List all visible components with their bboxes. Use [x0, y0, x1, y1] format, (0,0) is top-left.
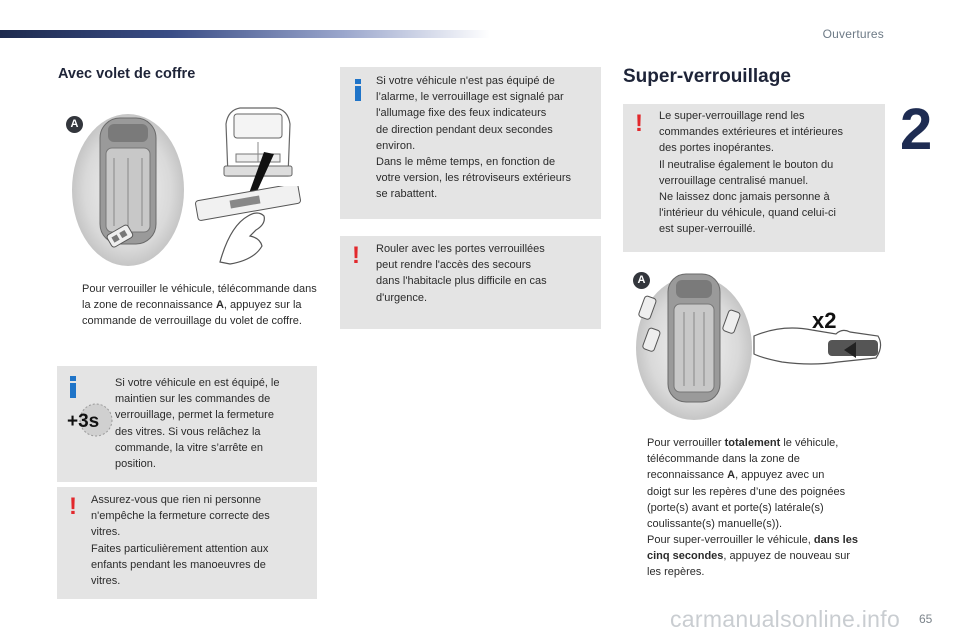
text-line: commandes extérieures et intérieures: [659, 126, 844, 139]
text-line: Assurez-vous que rien ni personne: [91, 494, 261, 506]
bullet-text-start: Pour super-verrouiller le véhicule,: [647, 534, 814, 546]
text-line: se rabattent.: [376, 188, 438, 201]
text-line: de direction pendant deux secondes: [376, 123, 553, 136]
van-deadlock-zone-illustration: [628, 268, 758, 423]
text-line: Ne laissez donc jamais personne à: [659, 191, 830, 204]
text-line: Dans le même temps, en fonction de: [376, 156, 556, 169]
info-icon: [352, 79, 364, 101]
bullet-text-after: , appuyez de nouveau sur: [723, 550, 851, 563]
heading-avec-volet-de-coffre: Avec volet de coffre: [58, 66, 196, 82]
text-line: environ.: [376, 139, 416, 152]
text-line: commande, la vitre s’arrête en: [115, 441, 263, 454]
warning-icon: !: [69, 493, 77, 520]
bullet-text-after: , appuyez avec un: [735, 469, 825, 482]
page-number: 65: [919, 612, 933, 626]
text-line: les repères.: [647, 566, 705, 579]
bullet-text-after: le véhicule,: [780, 437, 839, 449]
info-box-no-alarm: [340, 67, 601, 219]
bullet-text-start: Pour verrouiller le véhicule, télécommande dans la zone de reconnaissance: [82, 283, 317, 312]
text-line: (porte(s) avant et porte(s) latérale(s): [647, 501, 824, 514]
section-title: Ouvertures: [822, 27, 884, 41]
warning-box-windows-text: [91, 492, 313, 589]
warning-icon: !: [635, 110, 643, 137]
text-line: enfants pendant les manoeuvres de: [91, 558, 266, 571]
text-line: l'intérieur du véhicule, quand celui-ci: [659, 207, 836, 220]
info-box-windows-text: [115, 375, 311, 472]
text-line: Si votre véhicule en est équipé, le: [115, 377, 280, 389]
bullet-text-bold: dans les: [813, 534, 858, 546]
text-line: des portes inopérantes.: [659, 142, 774, 155]
text-line: des vitres. Si vous relâchez la: [115, 425, 261, 438]
text-line: télécommande dans la zone de: [647, 453, 800, 466]
label-a-circle: A: [66, 116, 83, 133]
text-line: Faites particulièrement attention aux: [91, 542, 269, 555]
text-line: est super-verrouillé.: [659, 223, 756, 236]
warning-box-locked-doors: [340, 236, 601, 329]
info-icon: [67, 376, 79, 398]
hand-x2-illustration: [752, 306, 887, 376]
bullet-text-start: reconnaissance: [647, 469, 728, 482]
text-line: coulissante(s) manuelle(s)).: [647, 518, 783, 531]
warning-box-windows: [57, 487, 317, 599]
text-line: d'urgence.: [376, 291, 428, 304]
text-line: Rouler avec les portes verrouillées: [376, 243, 545, 255]
bullet-text-start: Pour verrouiller: [647, 437, 725, 449]
text-line: l'allumage fixe des feux indicateurs: [376, 107, 547, 120]
plus-3s-text: +3s: [67, 411, 100, 432]
bullet-text-end: , appuyez sur la commande de verrouillage du volet de coffre.: [82, 299, 302, 328]
bullet-lock-totally: [623, 435, 893, 533]
bullet-lock-tailgate: [58, 281, 328, 347]
chapter-number: 2: [900, 97, 933, 162]
van-zone-illustration: [60, 108, 190, 268]
text-line: position.: [115, 458, 156, 471]
text-line: Si votre véhicule n'est pas équipé de: [376, 75, 555, 87]
plus-3s-icon: [63, 402, 117, 438]
text-line: verrouillage centralisé manuel.: [659, 174, 809, 187]
warning-box-deadlocking-text: [659, 108, 881, 238]
bullet-text-bold: totalement: [724, 437, 781, 449]
bullet-text-bold: A: [727, 469, 736, 482]
bullet-super-lock: [623, 532, 893, 582]
text-line: doigt sur les repères d’une des poignées: [647, 485, 846, 498]
warning-box-deadlocking: [623, 104, 885, 252]
text-line: Le super-verrouillage rend les: [659, 110, 805, 122]
warning-icon: !: [352, 242, 360, 269]
info-box-windows: [57, 366, 317, 482]
bullet-text-bold: A: [215, 299, 224, 312]
text-line: n'empêche la fermeture correcte des: [91, 510, 270, 523]
text-line: votre version, les rétroviseurs extérieurs: [376, 172, 572, 185]
header-color-bar: [0, 30, 490, 38]
text-line: peut rendre l'accès des secours: [376, 259, 531, 272]
text-line: l’alarme, le verrouillage est signalé par: [376, 91, 564, 104]
text-line: vitres.: [91, 526, 121, 539]
text-line: vitres.: [91, 575, 121, 588]
warning-box-locked-doors-text: [376, 241, 598, 306]
bullet-text-bold: cinq secondes: [647, 550, 724, 563]
text-line: verrouillage, permet la fermeture: [115, 409, 274, 422]
text-line: maintien sur les commandes de: [115, 393, 271, 406]
heading-super-verrouillage: Super-verrouillage: [623, 66, 791, 87]
watermark: carmanualsonline.info: [670, 606, 901, 632]
x2-badge: x2: [812, 308, 837, 333]
hand-pressing-handle-illustration: [190, 186, 310, 266]
text-line: dans l'habitacle plus difficile en cas: [376, 275, 547, 288]
label-a-circle: A: [633, 272, 650, 289]
text-line: Il neutralise également le bouton du: [659, 158, 834, 171]
info-box-no-alarm-text: [376, 73, 598, 203]
